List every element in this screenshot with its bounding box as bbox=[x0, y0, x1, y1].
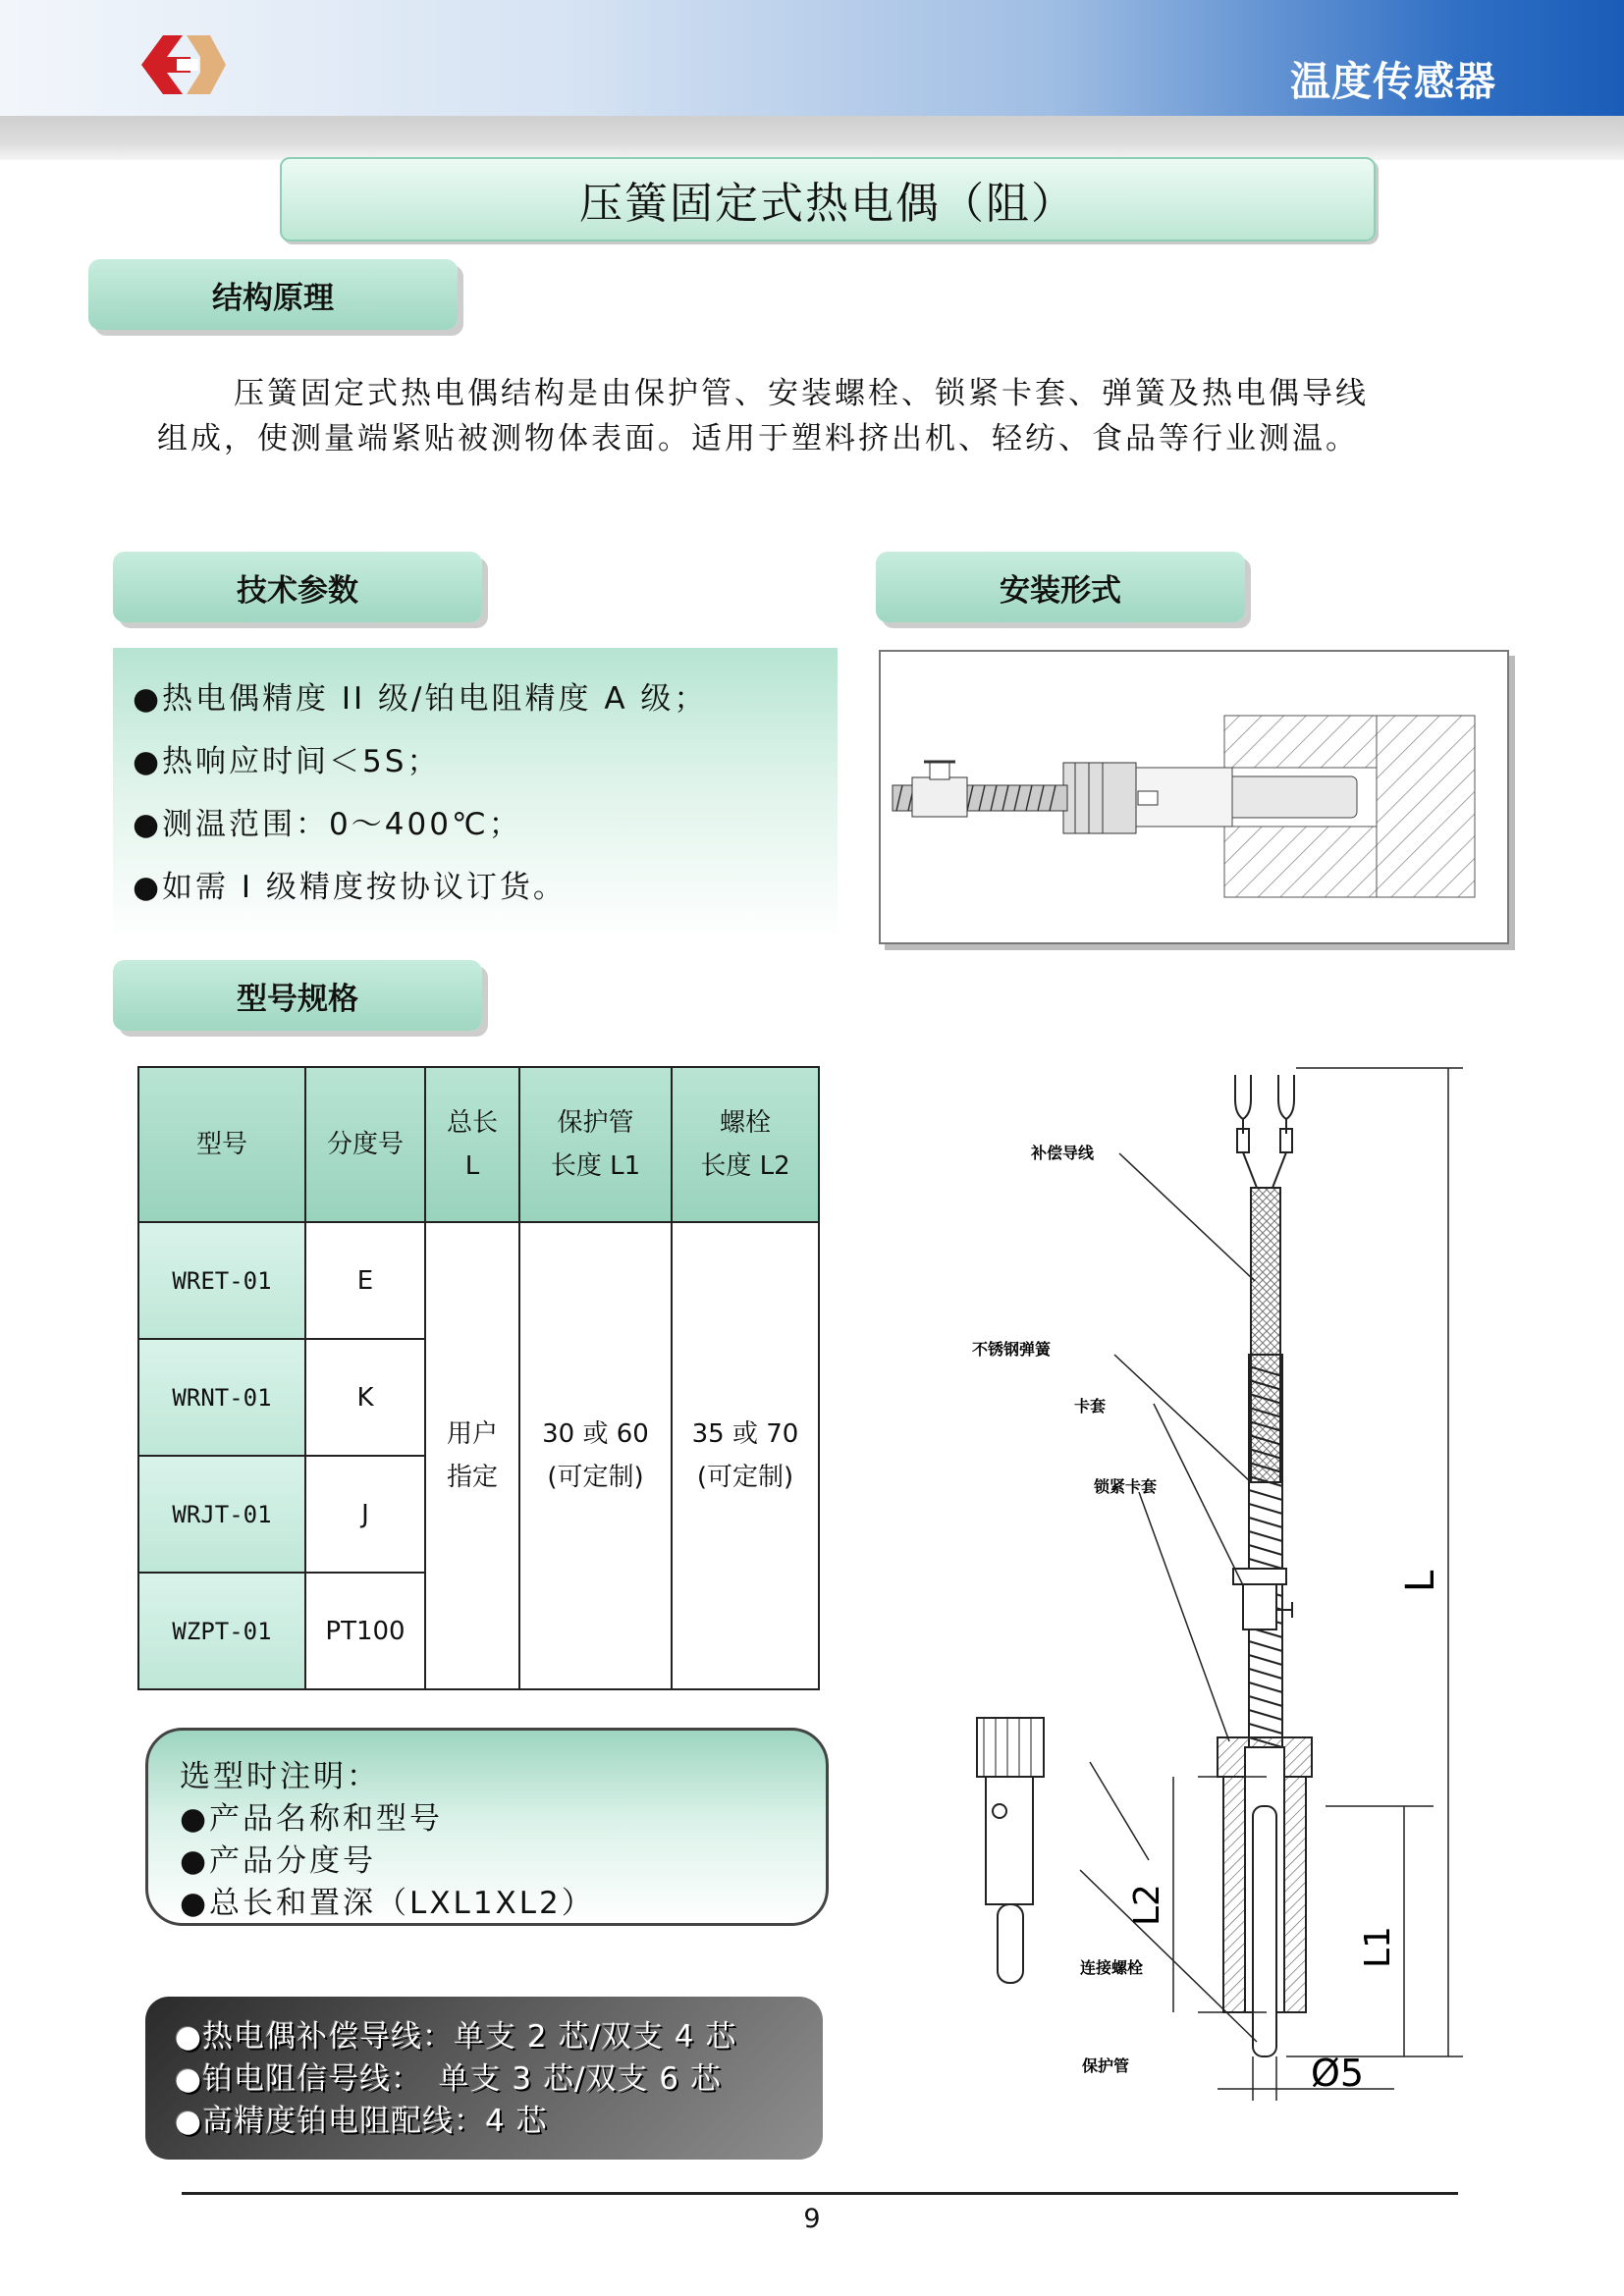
cell-model: WRNT-01 bbox=[138, 1339, 305, 1456]
table-header-row bbox=[138, 1067, 819, 1222]
header-l2-line1: 螺栓 bbox=[719, 1108, 771, 1138]
intro-line-1: 压簧固定式热电偶结构是由保护管、安装螺栓、锁紧卡套、弹簧及热电偶导线 bbox=[234, 376, 1369, 411]
section-install-heading bbox=[876, 552, 1245, 622]
section-params-heading bbox=[113, 552, 482, 622]
header-l1-line2: 长度 L1 bbox=[550, 1151, 641, 1181]
selection-notes bbox=[145, 1728, 829, 1926]
install-drawing bbox=[881, 652, 1507, 942]
param-item: ●热响应时间＜5S； bbox=[133, 744, 441, 779]
cell-length-line2: 指定 bbox=[446, 1463, 498, 1492]
cell-grade: E bbox=[305, 1222, 425, 1339]
table-row bbox=[138, 1222, 819, 1339]
page-number: 9 bbox=[803, 2204, 821, 2234]
notes-title: 选型时注明： bbox=[180, 1759, 380, 1794]
label-lock-ferrule: 锁紧卡套 bbox=[1094, 1477, 1158, 1496]
cell-grade: K bbox=[305, 1339, 425, 1456]
header-length-line1: 总长 bbox=[446, 1108, 498, 1138]
param-item: ●如需 I 级精度按协议订货。 bbox=[133, 870, 567, 905]
intro-line-2: 组成，使测量端紧贴被测物体表面。适用于塑料挤出机、轻纺、食品等行业测温。 bbox=[157, 421, 1359, 456]
header-length bbox=[425, 1067, 519, 1222]
notes-item: ●总长和置深（LXL1XL2） bbox=[180, 1886, 595, 1921]
cell-length-line1: 用户 bbox=[446, 1419, 498, 1449]
cell-l2-line1: 35 或 70 bbox=[691, 1419, 799, 1449]
header-title: 温度传感器 bbox=[1290, 58, 1496, 105]
dim-L: L bbox=[1398, 1570, 1443, 1592]
cell-grade: PT100 bbox=[305, 1573, 425, 1689]
cell-l1-line1: 30 或 60 bbox=[542, 1419, 649, 1449]
label-ferrule: 卡套 bbox=[1074, 1397, 1107, 1415]
section-models-label: 型号规格 bbox=[237, 981, 358, 1017]
header-shadow bbox=[0, 116, 1624, 160]
cell-l2 bbox=[672, 1222, 819, 1689]
page-title-box bbox=[280, 157, 1376, 241]
wire-info-box bbox=[145, 1997, 823, 2160]
cell-grade: J bbox=[305, 1456, 425, 1573]
params-panel bbox=[113, 648, 838, 940]
notes-item: ●产品名称和型号 bbox=[180, 1801, 444, 1837]
intro-paragraph bbox=[157, 371, 1463, 461]
dim-L1: L1 bbox=[1358, 1926, 1398, 1968]
header-l1-line1: 保护管 bbox=[557, 1108, 634, 1138]
section-structure-heading bbox=[88, 259, 458, 330]
cell-l1-line2: (可定制) bbox=[547, 1463, 644, 1492]
param-item: ●热电偶精度 II 级/铂电阻精度 A 级； bbox=[133, 681, 708, 717]
cell-model: WRJT-01 bbox=[138, 1456, 305, 1573]
label-tube: 保护管 bbox=[1082, 2056, 1130, 2075]
wire-item: ●铂电阻信号线： 单支 3 芯/双支 6 芯 bbox=[175, 2061, 722, 2097]
header-model: 型号 bbox=[138, 1067, 305, 1222]
company-logo-icon bbox=[137, 29, 228, 100]
cell-model: WRET-01 bbox=[138, 1222, 305, 1339]
thermocouple-drawing bbox=[972, 1060, 1483, 2120]
cell-l2-line2: (可定制) bbox=[696, 1463, 794, 1492]
cell-length bbox=[425, 1222, 519, 1689]
section-params-label: 技术参数 bbox=[237, 572, 358, 609]
cell-model: WZPT-01 bbox=[138, 1573, 305, 1689]
section-structure-label: 结构原理 bbox=[212, 280, 334, 316]
dim-diameter: Ø5 bbox=[1311, 2052, 1365, 2095]
cell-l1 bbox=[519, 1222, 672, 1689]
label-bolt: 连接螺栓 bbox=[1080, 1958, 1144, 1977]
dim-L2: L2 bbox=[1127, 1884, 1167, 1926]
header-l2-line2: 长度 L2 bbox=[700, 1151, 790, 1181]
label-spring: 不锈钢弹簧 bbox=[972, 1340, 1052, 1359]
install-figure bbox=[879, 650, 1509, 944]
header-l2 bbox=[672, 1067, 819, 1222]
wire-item: ●热电偶补偿导线：单支 2 芯/双支 4 芯 bbox=[175, 2019, 737, 2055]
section-install-label: 安装形式 bbox=[1000, 572, 1121, 609]
header-grade: 分度号 bbox=[305, 1067, 425, 1222]
label-comp-wire: 补偿导线 bbox=[1031, 1144, 1095, 1162]
param-item: ●测温范围：0～400℃； bbox=[133, 807, 522, 842]
footer-divider bbox=[182, 2192, 1458, 2195]
header-length-line2: L bbox=[464, 1151, 480, 1181]
header-l1 bbox=[519, 1067, 672, 1222]
page-title: 压簧固定式热电偶（阻） bbox=[579, 179, 1076, 229]
notes-item: ●产品分度号 bbox=[180, 1843, 377, 1879]
model-spec-table bbox=[137, 1066, 820, 1690]
header-bar bbox=[0, 0, 1624, 116]
wire-item: ●高精度铂电阻配线：4 芯 bbox=[175, 2104, 548, 2139]
section-models-heading bbox=[113, 960, 482, 1031]
